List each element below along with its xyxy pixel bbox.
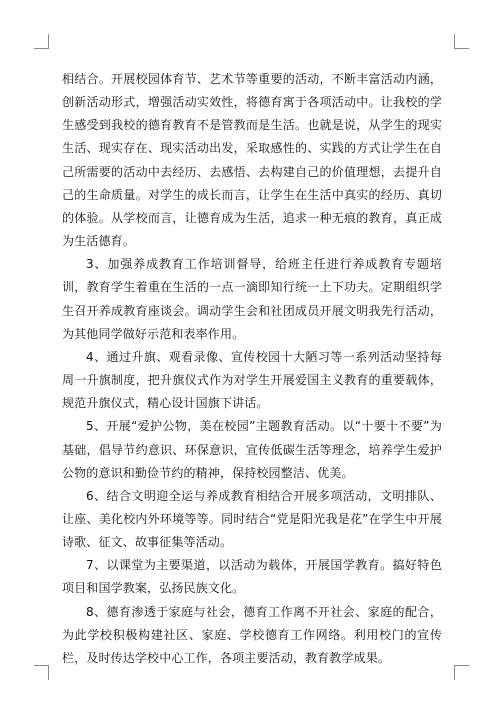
paragraph-item-4: 4、通过升旗、观看录像、宣传校园十大陋习等一系列活动坚持每周一升旗制度，把升旗仪式作为对学生开展爱国主义教育的重要载体，规范升旗仪式，精心设计国旗下讲话。 — [62, 349, 442, 411]
paragraph-item-8: 8、德育渗透于家庭与社会，德育工作离不开社会、家庭的配合，为此学校积极构建社区、家庭、学校德育工作网络。利用校门的宣传栏，及时传达学校中心工作，各项主要活动，教育教学成果。 — [62, 604, 442, 665]
crop-mark-top-right — [454, 34, 469, 49]
document-body — [62, 68, 442, 670]
paragraph-continuation: 相结合。开展校园体育节、艺术节等重要的活动，不断丰富活动内涵，创新活动形式，增强活动实效性，将德育寓于各项活动中。让我校的学生感受到我校的德育教育不是管教而是生活。也就是说，从学生的现实生活、现实存在、现实活动出发，采取感性的、实践的方式让学生在自己所需要的活动中去经历、去感悟、去构建自己的价值理想，去提升自己的生命质量。对学生的成长而言，让学生在生活中真实的经历、真切的体验。从学校而言，让德育成为生活，追求一种无痕的教育，真正成为生活德育。 — [62, 72, 442, 249]
paragraph-item-5: 5、开展“爱护公物，美在校园”主题教育活动。以“十要十不要”为基础，倡导节约意识、环保意识，宣传低碳生活等理念，培养学生爱护公物的意识和勤俭节约的精神，保持校园整洁、优美。 — [62, 419, 442, 480]
crop-mark-bottom-left — [34, 665, 49, 680]
crop-mark-top-left — [34, 34, 49, 49]
paragraph-item-6: 6、结合文明迎全运与养成教育相结合开展多项活动，文明排队、让座、美化校内外环境等等。同时结合“党是阳光我是花”在学生中开展诗歌、征文、故事征集等活动。 — [62, 488, 442, 550]
paragraph-item-7: 7、以课堂为主要渠道，以活动为载体，开展国学教育。搞好特色项目和国学教案，弘扬民族文化。 — [62, 558, 442, 596]
paragraph-item-3: 3、加强养成教育工作培训督导，给班主任进行养成教育专题培训，教育学生着重在生活的一点一滴即知行统一上下功夫。定期组织学生召开养成教育座谈会。调动学生会和社团成员开展文明我先行活动，为其他同学做好示范和表率作用。 — [62, 257, 442, 341]
crop-mark-bottom-right — [454, 665, 469, 680]
